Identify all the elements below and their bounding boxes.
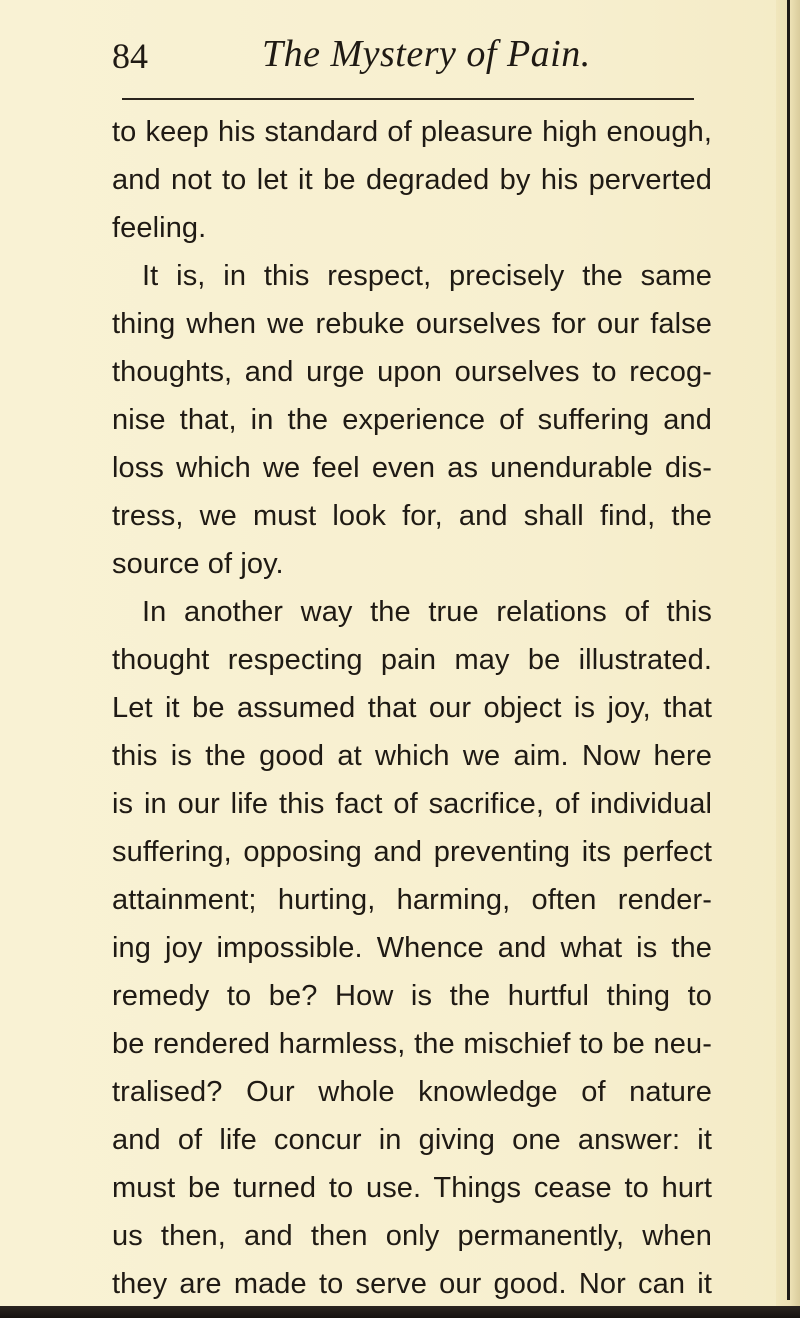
page-edge-line — [787, 0, 790, 1300]
text-line: us then, and then only permanently, when — [112, 1220, 712, 1252]
text-line: source of joy. — [112, 548, 284, 580]
text-line: tress, we must look for, and shall find, the — [112, 500, 712, 532]
text-line: to keep his standard of pleasure high enough, — [112, 116, 712, 148]
text-line: remedy to be? How is the hurtful thing to — [112, 980, 712, 1012]
text-line: must be turned to use. Things cease to hurt — [112, 1172, 712, 1204]
text-line: this is the good at which we aim. Now here — [112, 740, 712, 772]
running-title: The Mystery of Pain. — [262, 33, 591, 75]
page-header — [112, 32, 702, 82]
text-line: thought respecting pain may be illustrated. — [112, 644, 712, 676]
text-line: suffering, opposing and preventing its perfect — [112, 836, 712, 868]
text-line: ing joy impossible. Whence and what is the — [112, 932, 712, 964]
text-line: is in our life this fact of sacrifice, of individual — [112, 788, 712, 820]
text-line: tralised? Our whole knowledge of nature — [112, 1076, 712, 1108]
body-text — [112, 108, 712, 1308]
text-line: feeling. — [112, 212, 207, 244]
text-line: loss which we feel even as unendurable dis- — [112, 452, 712, 484]
page-number: 84 — [112, 36, 148, 76]
text-line: thoughts, and urge upon ourselves to recog- — [112, 356, 712, 388]
header-rule — [122, 98, 694, 100]
text-line: nise that, in the experience of suffering and — [112, 404, 712, 436]
text-line: they are made to serve our good. Nor can it — [112, 1268, 712, 1300]
text-line: attainment; hurting, harming, often render- — [112, 884, 712, 916]
text-line: Let it be assumed that our object is joy, that — [112, 692, 712, 724]
text-line: In another way the true relations of this — [142, 596, 712, 628]
text-line: It is, in this respect, precisely the same — [142, 260, 712, 292]
text-line: and not to let it be degraded by his perverted — [112, 164, 712, 196]
text-line: be rendered harmless, the mischief to be neu- — [112, 1028, 712, 1060]
text-line: thing when we rebuke ourselves for our false — [112, 308, 712, 340]
text-line: and of life concur in giving one answer: it — [112, 1124, 712, 1156]
